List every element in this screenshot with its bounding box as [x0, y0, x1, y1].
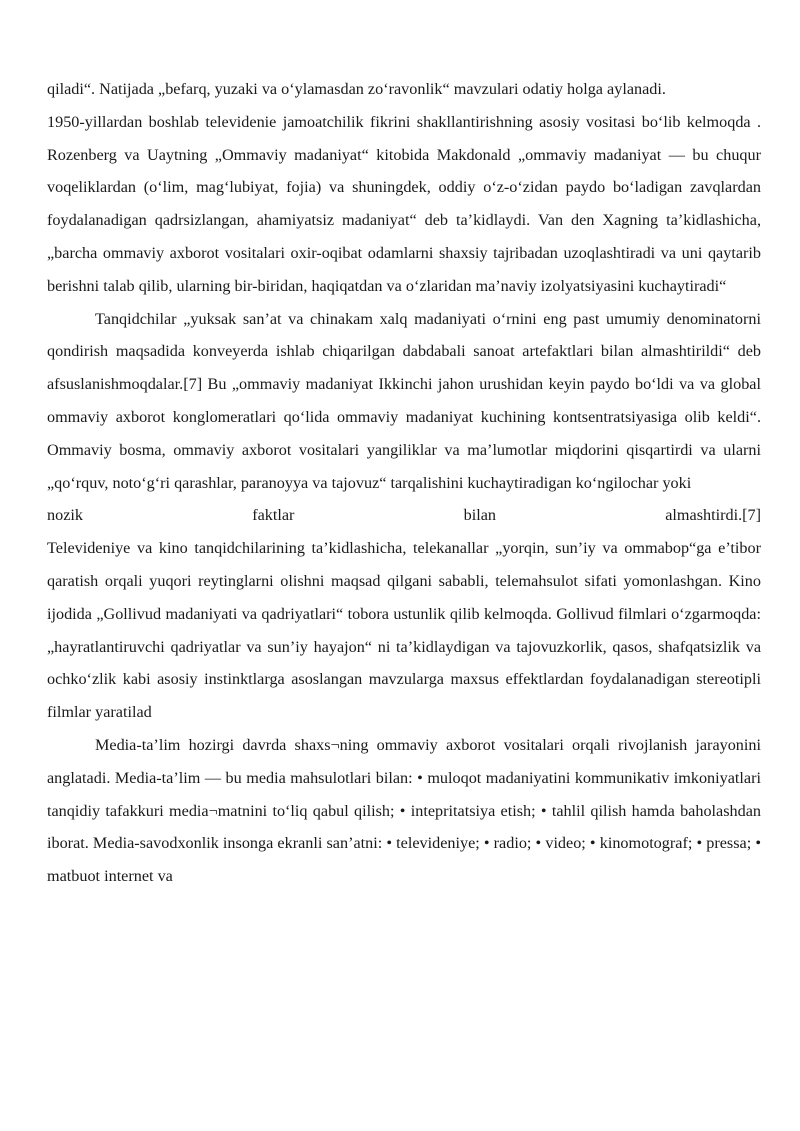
word: nozik: [47, 506, 83, 525]
paragraph-1: qiladi“. Natijada „befarq, yuzaki va o‘ylamasdan zo‘ravonlik“ mavzulari odatiy holga aylanadi.: [47, 80, 666, 98]
paragraph-3: [47, 303, 761, 533]
word: bilan: [463, 506, 497, 525]
paragraph-5: Media-ta’lim hozirgi davrda shaxs¬ning ommaviy axborot vositalari orqali rivojlanish jarayonini anglatadi. Media-ta’lim — bu media mahsulotlari bilan: • muloqot madaniyatini kommunikativ imkoniyatlari tanqidiy tafakkuri media¬matnini to‘liq qabul qilish; • intepritatsiya etish; • tahlil qilish hamda baholashdan iborat. Media-savodxonlik insonga ekranli san’atni: • televideniye; • radio; • video; • kinomotograf; • pressa; • matbuot internet va: [47, 735, 761, 886]
paragraph-4: Televideniye va kino tanqidchilarining ta’kidlashicha, telekanallar „yorqin, sun’iy va ommabop“ga e’tibor qaratish orqali yuqori reytinglarni olishni maqsad qilgani sababli, telemahsulot sifati yomonlashgan. Kino ijodida „Gollivud madaniyati va qadriyatlari“ tobora ustunlik qilib kelmoqda. Gollivud filmlari o‘zgarmoqda: „hayratlantiruvchi qadriyatlar va sun’iy hayajon“ ni ta’kidlaydigan va tajovuzkorlik, qasos, shafqatsizlik va ochko‘zlik kabi asosiy instinktlarga asoslangan mavzularga maxsus effektlardan foydalanadigan stereotipli filmlar yaratilad: [47, 539, 761, 722]
paragraph-3-body: Tanqidchilar „yuksak san’at va chinakam xalq madaniyati o‘rnini eng past umumiy denominatorni qondirish maqsadida konveyerda ishlab chiqarilgan dabdabali sanoat artefaktlari bilan almashtirildi“ deb afsuslanishmoqdalar.[7] Bu „ommaviy madaniyat Ikkinchi jahon urushidan keyin paydo bo‘ldi va va global ommaviy axborot konglomeratlari qo‘lida ommaviy madaniyat kuchining kontsentratsiyasiga olib keldi“. Ommaviy bosma, ommaviy axborot vositalari yangiliklar va ma’lumotlar miqdorini qisqartirdi va ularni „qo‘rquv, noto‘g‘ri qarashlar, paranoyya va tajovuz“ tarqalishini kuchaytiradigan ko‘ngilochar yoki: [47, 309, 761, 492]
paragraph-2: 1950-yillardan boshlab televidenie jamoatchilik fikrini shakllantirishning asosiy vositasi bo‘lib kelmoqda . Rozenberg va Uaytning „Ommaviy madaniyat“ kitobida Makdonald „ommaviy madaniyat — bu chuqur voqeliklardan (o‘lim, mag‘lubiyat, fojia) va shuningdek, oddiy o‘z-o‘zidan paydo bo‘ladigan zavqlardan foydalanadigan qadrsizlangan, ahamiyatsiz madaniyat“ deb ta’kidlaydi. Van den Xagning ta’kidlashicha, „barcha ommaviy axborot vositalari oxir-oqibat odamlarni shaxsiy tajribadan uzoqlashtiradi va uni qaytarib berishni talab qilib, ularning bir-biridan, haqiqatdan va o‘zlaridan ma’naviy izolyatsiyasini kuchaytiradi“: [47, 112, 761, 295]
paragraph-3-last-line: [47, 499, 761, 532]
word: almashtirdi.[7]: [665, 506, 761, 525]
document-page: [47, 73, 761, 893]
word: faktlar: [252, 506, 295, 525]
